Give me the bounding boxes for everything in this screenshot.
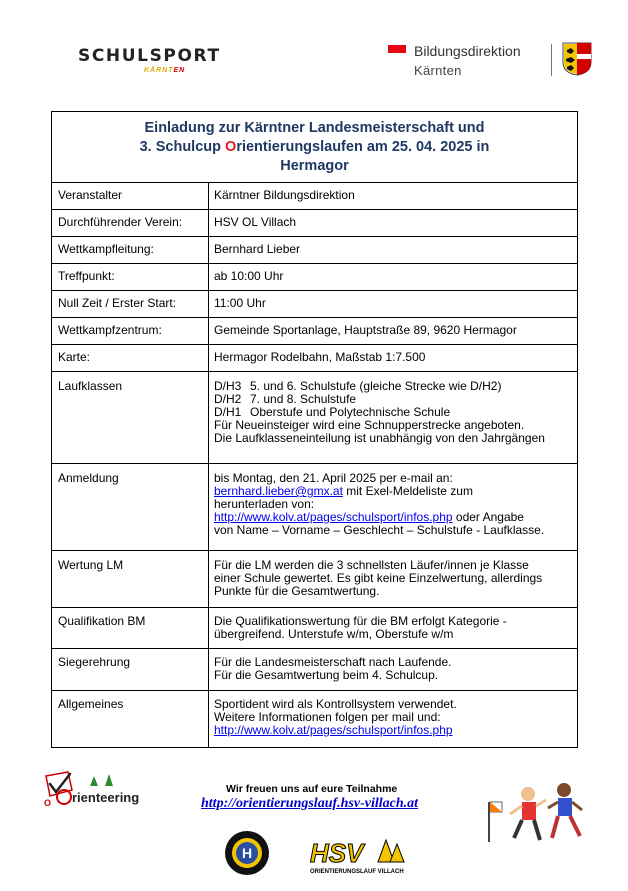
row-value-allgemeines: Sportident wird als Kontrollsystem verwendet. Weitere Informationen folgen per mail und: http://www.kolv.at/pages/schulsport/infos.php bbox=[214, 697, 457, 737]
row-value-siegerehrung: Für die Landesmeisterschaft nach Laufende. Für die Gesamtwertung beim 4. Schulcup. bbox=[214, 655, 452, 682]
row-divider bbox=[52, 182, 577, 183]
row-value-treffpunkt: ab 10:00 Uhr bbox=[214, 269, 284, 283]
bildungsdirektion-title: Bildungsdirektion bbox=[414, 43, 521, 59]
row-label-verein: Durchführender Verein: bbox=[58, 215, 183, 229]
schulsport-logo bbox=[78, 46, 221, 78]
row-divider bbox=[52, 236, 577, 237]
hsv-logo-text: HSV bbox=[310, 838, 364, 868]
row-value-karte: Hermagor Rodelbahn, Maßstab 1:7.500 bbox=[214, 350, 426, 364]
row-value-verein: HSV OL Villach bbox=[214, 215, 297, 229]
title-accent-letter: O bbox=[225, 139, 237, 155]
row-divider bbox=[52, 648, 577, 649]
email-link[interactable]: bernhard.lieber@gmx.at bbox=[214, 484, 343, 498]
row-value-anmeldung: bis Montag, den 21. April 2025 per e-mail an: bernhard.lieber@gmx.at mit Exel-Meldeliste zum herunterladen von: http://www.kolv.at/pages/schulsport/infos.php oder Angabe von Name – Vorname – Geschlecht – Schulstufe - Laufklasse. bbox=[214, 471, 545, 537]
row-value-zentrum: Gemeinde Sportanlage, Hauptstraße 89, 9620 Hermagor bbox=[214, 323, 517, 337]
row-value-nullzeit: 11:00 Uhr bbox=[214, 296, 266, 310]
row-label-veranstalter: Veranstalter bbox=[58, 188, 123, 202]
document-title: Einladung zur Kärntner Landesmeisterschaft und 3. Schulcup Orientierungslaufen am 25. 04. 2025 in Hermagor bbox=[139, 120, 490, 174]
svg-text:H: H bbox=[241, 845, 253, 861]
row-divider bbox=[52, 550, 577, 551]
club-circle-logo bbox=[224, 830, 270, 876]
carinthia-coat-of-arms-icon bbox=[562, 42, 592, 76]
schulsport-logo-sub: KÄRNTEN bbox=[144, 67, 186, 74]
row-value-veranstalter: Kärntner Bildungsdirektion bbox=[214, 188, 355, 202]
infos-link-2[interactable]: http://www.kolv.at/pages/schulsport/infos.php bbox=[214, 723, 453, 737]
row-label-allgemeines: Allgemeines bbox=[58, 697, 124, 711]
row-label-anmeldung: Anmeldung bbox=[58, 471, 119, 485]
footer-website-link[interactable]: http://orientierungslauf.hsv-villach.at bbox=[201, 796, 419, 811]
svg-text:O: O bbox=[44, 798, 52, 808]
row-label-laufklassen: Laufklassen bbox=[58, 379, 123, 393]
row-label-nullzeit: Null Zeit / Erster Start: bbox=[58, 296, 177, 310]
austria-flag-icon bbox=[388, 45, 406, 53]
hsv-logo-sub: ORIENTIERUNGSLAUF VILLACH bbox=[310, 869, 404, 875]
row-value-leitung: Bernhard Lieber bbox=[214, 242, 301, 256]
header-divider bbox=[551, 44, 552, 76]
schulsport-logo-word: SCHULSPORT bbox=[78, 46, 221, 66]
row-divider bbox=[52, 690, 577, 691]
row-divider bbox=[52, 463, 577, 464]
row-value-wertung: Für die LM werden die 3 schnellsten Läufer/innen je Klasse einer Schule gewertet. Es gibt keine Einzelwertung, allerdings Punkte für die Gesamtwertung. bbox=[214, 558, 543, 598]
bildungsdirektion-sub: Kärnten bbox=[414, 63, 462, 78]
row-label-karte: Karte: bbox=[58, 350, 91, 364]
hsv-orientierungslauf-logo bbox=[308, 834, 410, 876]
row-label-qualifikation: Qualifikation BM bbox=[58, 614, 146, 628]
row-divider bbox=[52, 263, 577, 264]
row-label-siegerehrung: Siegerehrung bbox=[58, 655, 131, 669]
row-divider bbox=[52, 344, 577, 345]
row-label-treffpunkt: Treffpunkt: bbox=[58, 269, 115, 283]
row-divider bbox=[52, 317, 577, 318]
runners-illustration bbox=[484, 780, 594, 846]
row-value-qualifikation: Die Qualifikationswertung für die BM erfolgt Kategorie - übergreifend. Unterstufe w/m, Oberstufe w/m bbox=[214, 614, 507, 641]
row-value-laufklassen: D/H3 5. und 6. Schulstufe (gleiche Strecke wie D/H2) D/H2 7. und 8. Schulstufe D/H1 Oberstufe und Polytechnische Schule Für Neueinsteiger wird eine Schnupperstrecke angeboten. Die Laufklasseneinteilung ist unabhängig von den Jahrgängen bbox=[214, 379, 545, 445]
orienteering-logo-text: rienteering bbox=[72, 790, 140, 805]
row-divider bbox=[52, 209, 577, 210]
row-divider bbox=[52, 371, 577, 372]
row-label-zentrum: Wettkampfzentrum: bbox=[58, 323, 162, 337]
infos-link[interactable]: http://www.kolv.at/pages/schulsport/infos.php bbox=[214, 510, 453, 524]
row-label-wertung: Wertung LM bbox=[58, 558, 124, 572]
row-divider bbox=[52, 607, 577, 608]
row-label-leitung: Wettkampfleitung: bbox=[58, 242, 154, 256]
orienteering-logo bbox=[38, 770, 150, 810]
row-divider bbox=[52, 290, 577, 291]
column-divider bbox=[208, 182, 209, 748]
footer-greeting: Wir freuen uns auf eure Teilnahme bbox=[226, 783, 398, 795]
